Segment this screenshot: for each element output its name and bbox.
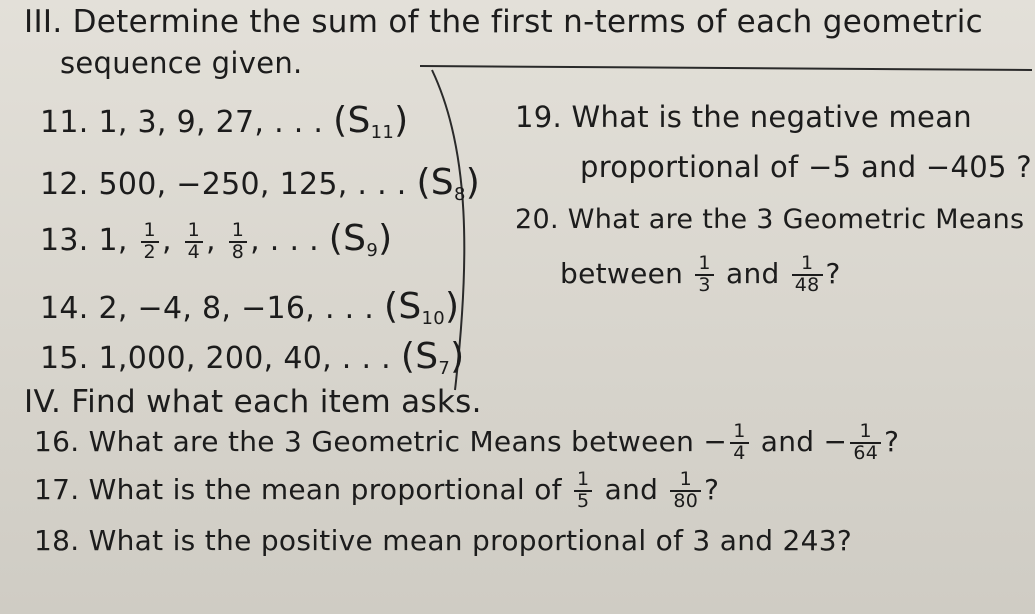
item-17-text: 17. What is the mean proportional of [34,472,562,506]
text-between: between [560,256,684,290]
fraction-1-3: $\frac{1}{3}$ [695,254,713,296]
sequence-text: 1,000, 200, 40, . . . [98,341,391,376]
section-3-heading-line-1: III. Determine the sum of the first n-terms of each geometric [24,4,984,40]
item-number: 14. [40,291,89,326]
item-11 [40,100,409,143]
sequence-text: 500, −250, 125, . . . [98,167,407,202]
fraction-1-80: $\frac{1}{80}$ [670,470,701,512]
sum-label: $(S_{10})$ [384,286,460,329]
item-18: 18. What is the positive mean proportional of 3 and 243? [34,524,853,557]
section-3-heading-line-2: sequence given. [60,46,303,80]
section-4-heading: IV. Find what each item asks. [24,384,482,420]
text-and: and [604,472,659,506]
sequence-ellipsis: , . . . [250,223,319,258]
item-20-line-2: between $\frac{1}{3}$ and $\frac{1}{48}$ ? [560,252,841,296]
heading-underline [420,66,1032,70]
sum-label: $(S_7)$ [400,336,465,379]
fraction-1-2: $\frac{1}{2}$ [141,221,159,263]
text-and: and [725,256,780,290]
item-number: 15. [40,341,89,376]
item-16-text: 16. What are the 3 Geometric Means between − [34,424,728,458]
sum-label: $(S_9)$ [328,218,393,261]
sequence-text: 2, −4, 8, −16, . . . [98,291,375,326]
item-16: 16. What are the 3 Geometric Means between − $\frac{1}{4}$ and − $\frac{1}{64}$ ? [34,420,900,464]
item-14 [40,286,459,329]
fraction-1-4: $\frac{1}{4}$ [185,221,203,263]
text-and: and − [760,424,848,458]
item-19-line-2: proportional of −5 and −405 ? [580,150,1032,184]
fraction-1-4: $\frac{1}{4}$ [730,422,748,464]
sequence-text: 1, 3, 9, 27, . . . [98,105,324,140]
item-17: 17. What is the mean proportional of $\frac{1}{5}$ and $\frac{1}{80}$ ? [34,468,720,512]
sum-label: $(S_{11})$ [333,100,409,143]
item-number: 13. [40,223,89,258]
sequence-first-term: 1, [98,223,128,258]
item-number: 12. [40,167,89,202]
item-number: 11. [40,105,89,140]
item-13: 13. 1, $\frac{1}{2}$ , $\frac{1}{4}$ , $\frac{1}{8}$ , . . . $(S_9)$ [40,218,393,263]
fraction-1-8: $\frac{1}{8}$ [229,221,247,263]
item-19-line-1: 19. What is the negative mean [515,100,972,134]
fraction-1-64: $\frac{1}{64}$ [850,422,881,464]
item-15 [40,336,464,379]
item-20-line-1: 20. What are the 3 Geometric Means [515,204,1025,235]
fraction-1-5: $\frac{1}{5}$ [574,470,592,512]
sum-label: $(S_8)$ [416,162,481,205]
item-12 [40,162,480,205]
fraction-1-48: $\frac{1}{48}$ [792,254,823,296]
